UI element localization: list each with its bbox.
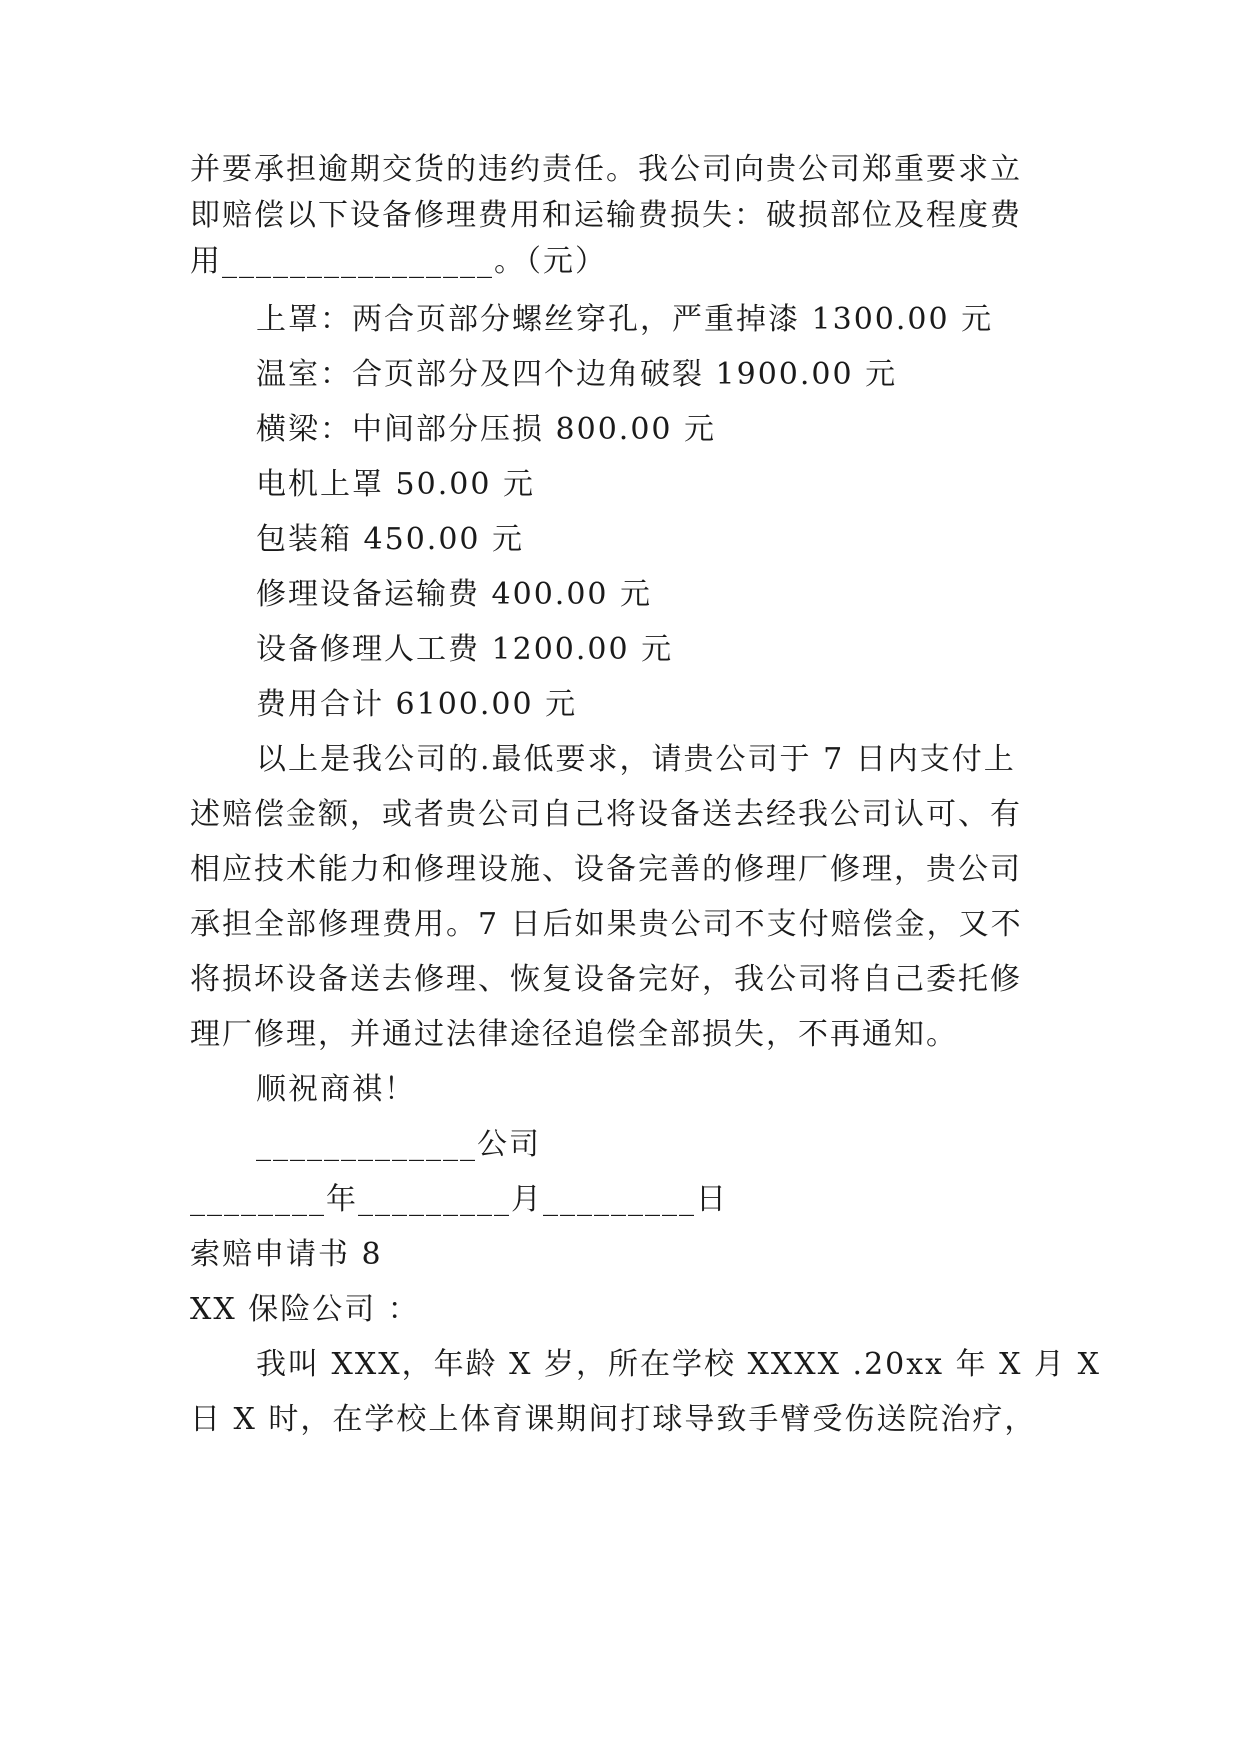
paragraph-line: 并要承担逾期交货的违约责任。我公司向贵公司郑重要求立 — [190, 152, 1022, 187]
paragraph-line: 我叫 XXX，年龄 X 岁，所在学校 XXXX .20xx 年 X 月 X — [256, 1347, 1101, 1382]
paragraph-line: 日 X 时，在学校上体育课期间打球导致手臂受伤送院治疗， — [190, 1402, 1037, 1437]
paragraph-line: 用________________。（元） — [190, 244, 607, 279]
paragraph-line: 理厂修理，并通过法律途径追偿全部损失，不再通知。 — [190, 1017, 958, 1052]
salutation: XX 保险公司 ： — [190, 1292, 420, 1327]
cost-item: 温室：合页部分及四个边角破裂 1900.00 元 — [256, 357, 898, 392]
cost-item: 设备修理人工费 1200.00 元 — [256, 632, 674, 667]
company-signature: _____________公司 — [256, 1127, 541, 1162]
cost-item: 电机上罩 50.00 元 — [256, 467, 535, 502]
paragraph-line: 相应技术能力和修理设施、设备完善的修理厂修理，贵公司 — [190, 852, 1022, 887]
section-title: 索赔申请书 8 — [190, 1237, 383, 1272]
paragraph-line: 以上是我公司的.最低要求，请贵公司于 7 日内支付上 — [256, 742, 1016, 777]
paragraph-line: 述赔偿金额，或者贵公司自己将设备送去经我公司认可、有 — [190, 797, 1022, 832]
date-line: ________年_________月_________日 — [190, 1182, 728, 1217]
cost-item: 横梁：中间部分压损 800.00 元 — [256, 412, 717, 447]
paragraph-line: 承担全部修理费用。7 日后如果贵公司不支付赔偿金，又不 — [190, 907, 1023, 942]
cost-total: 费用合计 6100.00 元 — [256, 687, 578, 722]
cost-item: 包装箱 450.00 元 — [256, 522, 525, 557]
paragraph-line: 将损坏设备送去修理、恢复设备完好，我公司将自己委托修 — [190, 962, 1022, 997]
paragraph-line: 即赔偿以下设备修理费用和运输费损失：破损部位及程度费 — [190, 198, 1022, 233]
cost-item: 修理设备运输费 400.00 元 — [256, 577, 653, 612]
closing-greeting: 顺祝商祺！ — [256, 1072, 416, 1107]
cost-item: 上罩：两合页部分螺丝穿孔，严重掉漆 1300.00 元 — [256, 302, 994, 337]
